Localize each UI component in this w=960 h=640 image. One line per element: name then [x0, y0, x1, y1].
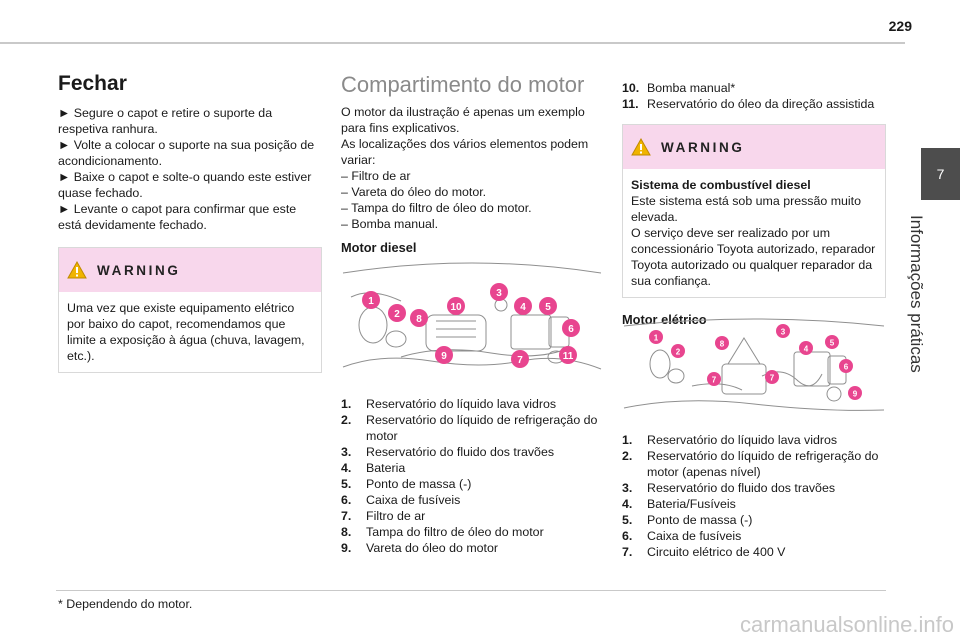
list-item: – Tampa do filtro de óleo do motor. — [341, 200, 603, 216]
callout-label: 2 — [394, 309, 400, 320]
list-item — [622, 544, 886, 560]
callout-11 — [559, 346, 577, 364]
step-text: ► Volte a colocar o suporte na sua posição de acondicionamento. — [58, 138, 315, 168]
electric-parts-list — [622, 432, 886, 560]
list-item — [341, 412, 603, 444]
intro-text — [341, 104, 603, 232]
item-number: 3. — [341, 445, 352, 459]
section-title-fechar: Fechar — [58, 72, 127, 95]
item-number: 1. — [622, 433, 633, 447]
list-item: – Vareta do óleo do motor. — [341, 184, 603, 200]
intro-paragraph-2: As localizações dos vários elementos podem variar: — [341, 137, 589, 167]
electric-engine-diagram — [622, 316, 886, 414]
item-number: 4. — [341, 461, 352, 475]
list-item — [622, 96, 886, 112]
callout-label: 4 — [520, 302, 526, 313]
left-column — [58, 72, 322, 373]
intro-paragraph: O motor da ilustração é apenas um exemplo para fins explicativos. — [341, 105, 585, 135]
item-text: Reservatório do óleo da direção assistida — [647, 97, 875, 111]
item-text: Reservatório do líquido lava vidros — [647, 433, 838, 447]
item-text: Caixa de fusíveis — [366, 493, 461, 507]
item-number: 2. — [622, 449, 633, 463]
list-item — [341, 476, 603, 492]
callout-label: 9 — [852, 389, 858, 399]
callout-5 — [825, 335, 839, 349]
item-text: Reservatório do fluido dos travões — [366, 445, 555, 459]
list-item — [341, 396, 603, 412]
list-item — [341, 540, 603, 556]
middle-column — [341, 72, 603, 255]
callout-2 — [388, 304, 406, 322]
warning-content — [623, 169, 885, 297]
electric-parts-list-container — [622, 432, 886, 560]
right-column — [622, 80, 886, 327]
callout-3 — [490, 283, 508, 301]
callout-7-left — [707, 372, 721, 386]
variation-list — [341, 168, 603, 232]
list-item — [341, 508, 603, 524]
callout-7 — [511, 350, 529, 368]
callout-1 — [649, 330, 663, 344]
callout-label: 6 — [843, 362, 849, 372]
chapter-title-text: Informações práticas — [907, 215, 926, 373]
chapter-title — [893, 215, 939, 405]
item-text: Reservatório do líquido lava vidros — [366, 397, 557, 411]
callout-label: 3 — [780, 327, 786, 337]
callout-label: 11 — [562, 351, 574, 362]
item-number: 2. — [341, 413, 352, 427]
item-number: 5. — [622, 513, 633, 527]
item-text: Tampa do filtro de óleo do motor — [366, 525, 544, 539]
list-item — [622, 432, 886, 448]
callout-label: 10 — [450, 302, 462, 313]
list-item: – Bomba manual. — [341, 216, 603, 232]
item-number: 1. — [341, 397, 352, 411]
item-number: 8. — [341, 525, 352, 539]
warning-label: WARNING — [97, 262, 181, 278]
warning-label: WARNING — [661, 139, 745, 155]
item-number: 6. — [341, 493, 352, 507]
list-item — [622, 528, 886, 544]
item-text: Reservatório do líquido de refrigeração do motor — [366, 413, 598, 443]
warning-box-water — [58, 247, 322, 373]
callout-10 — [447, 297, 465, 315]
item-text: Ponto de massa (-) — [647, 513, 753, 527]
item-number: 11. — [622, 97, 639, 111]
watermark: carmanualsonline.info — [739, 612, 954, 637]
warning-text: Uma vez que existe equipamento elétrico por baixo do capot, recomendamos que limite a exposição à água (chuva, lavagem, etc.). — [67, 301, 305, 363]
warning-triangle-icon — [631, 138, 651, 156]
item-text: Vareta do óleo do motor — [366, 541, 499, 555]
item-number: 6. — [622, 529, 633, 543]
step-text: ► Segure o capot e retire o suporte da respetiva ranhura. — [58, 106, 273, 136]
warning-header — [623, 125, 885, 169]
item-text: Bateria/Fusíveis — [647, 497, 736, 511]
callout-1 — [362, 291, 380, 309]
item-text: Reservatório do fluido dos travões — [647, 481, 836, 495]
callout-label: 3 — [496, 288, 502, 299]
warning-text-2: O serviço deve ser realizado por um concessionário Toyota autorizado, reparador Toyota autorizado ou qualquer reparador da sua confiança. — [631, 226, 876, 288]
item-text: Bomba manual* — [647, 81, 736, 95]
warning-triangle-icon — [67, 261, 87, 279]
callout-label: 7 — [517, 355, 523, 366]
step-text: ► Baixe o capot e solte-o quando este estiver quase fechado. — [58, 170, 312, 200]
callout-label: 5 — [829, 338, 835, 348]
callout-label: 7 — [769, 373, 775, 383]
list-item — [341, 460, 603, 476]
item-number: 9. — [341, 541, 352, 555]
callout-2 — [671, 344, 685, 358]
page-number: 229 — [888, 18, 912, 34]
list-item — [622, 496, 886, 512]
callout-7-right — [765, 370, 779, 384]
callout-label: 5 — [545, 302, 551, 313]
callout-4 — [514, 297, 532, 315]
item-number: 3. — [622, 481, 633, 495]
diesel-callouts — [362, 283, 580, 368]
list-item — [622, 448, 886, 480]
list-item — [622, 480, 886, 496]
list-item — [341, 524, 603, 540]
diesel-engine-diagram — [341, 257, 603, 379]
callout-3 — [776, 324, 790, 338]
callout-8 — [715, 336, 729, 350]
item-text: Bateria — [366, 461, 406, 475]
item-number: 7. — [341, 509, 352, 523]
warning-header — [59, 248, 321, 292]
item-number: 10. — [622, 81, 640, 95]
callout-4 — [799, 341, 813, 355]
list-item — [341, 492, 603, 508]
diesel-parts-list-continued — [622, 80, 886, 112]
callout-label: 6 — [568, 324, 574, 335]
item-text: Circuito elétrico de 400 V — [647, 545, 786, 559]
item-number: 4. — [622, 497, 633, 511]
item-number: 5. — [341, 477, 352, 491]
list-item — [622, 80, 886, 96]
chapter-tab[interactable]: 7 — [921, 148, 960, 200]
callout-8 — [410, 309, 428, 327]
callout-label: 8 — [719, 339, 725, 349]
item-text: Ponto de massa (-) — [366, 477, 472, 491]
diesel-heading: Motor diesel — [341, 240, 417, 255]
warning-text: Este sistema está sob uma pressão muito elevada. — [631, 194, 862, 224]
list-item: – Filtro de ar — [341, 168, 603, 184]
callout-label: 9 — [441, 351, 447, 362]
footnote: * Dependendo do motor. — [58, 597, 193, 611]
callout-9 — [848, 386, 862, 400]
warning-box-fuel-system — [622, 124, 886, 298]
callout-label: 4 — [803, 344, 809, 354]
callout-5 — [539, 297, 557, 315]
diesel-parts-list — [341, 396, 603, 556]
top-divider — [0, 42, 905, 44]
callout-label: 1 — [653, 333, 659, 343]
callout-label: 2 — [675, 347, 681, 357]
item-text: Caixa de fusíveis — [647, 529, 742, 543]
diesel-parts-list-container — [341, 396, 603, 556]
item-text: Reservatório do líquido de refrigeração do motor (apenas nível) — [647, 449, 879, 479]
footer-divider — [56, 590, 886, 591]
warning-heading: Sistema de combustível diesel — [631, 178, 811, 192]
callout-label: 7 — [711, 375, 717, 385]
closing-steps — [58, 105, 322, 233]
callout-label: 8 — [416, 314, 422, 325]
callout-6 — [839, 359, 853, 373]
step-text: ► Levante o capot para confirmar que este está devidamente fechado. — [58, 202, 297, 232]
callout-label: 1 — [368, 296, 374, 307]
item-number: 7. — [622, 545, 633, 559]
list-item — [622, 512, 886, 528]
callout-6 — [562, 319, 580, 337]
item-text: Filtro de ar — [366, 509, 426, 523]
electric-heading: Motor elétrico — [622, 312, 707, 327]
list-item — [341, 444, 603, 460]
callout-9 — [435, 346, 453, 364]
section-title-engine-compartment: Compartimento do motor — [341, 72, 585, 97]
